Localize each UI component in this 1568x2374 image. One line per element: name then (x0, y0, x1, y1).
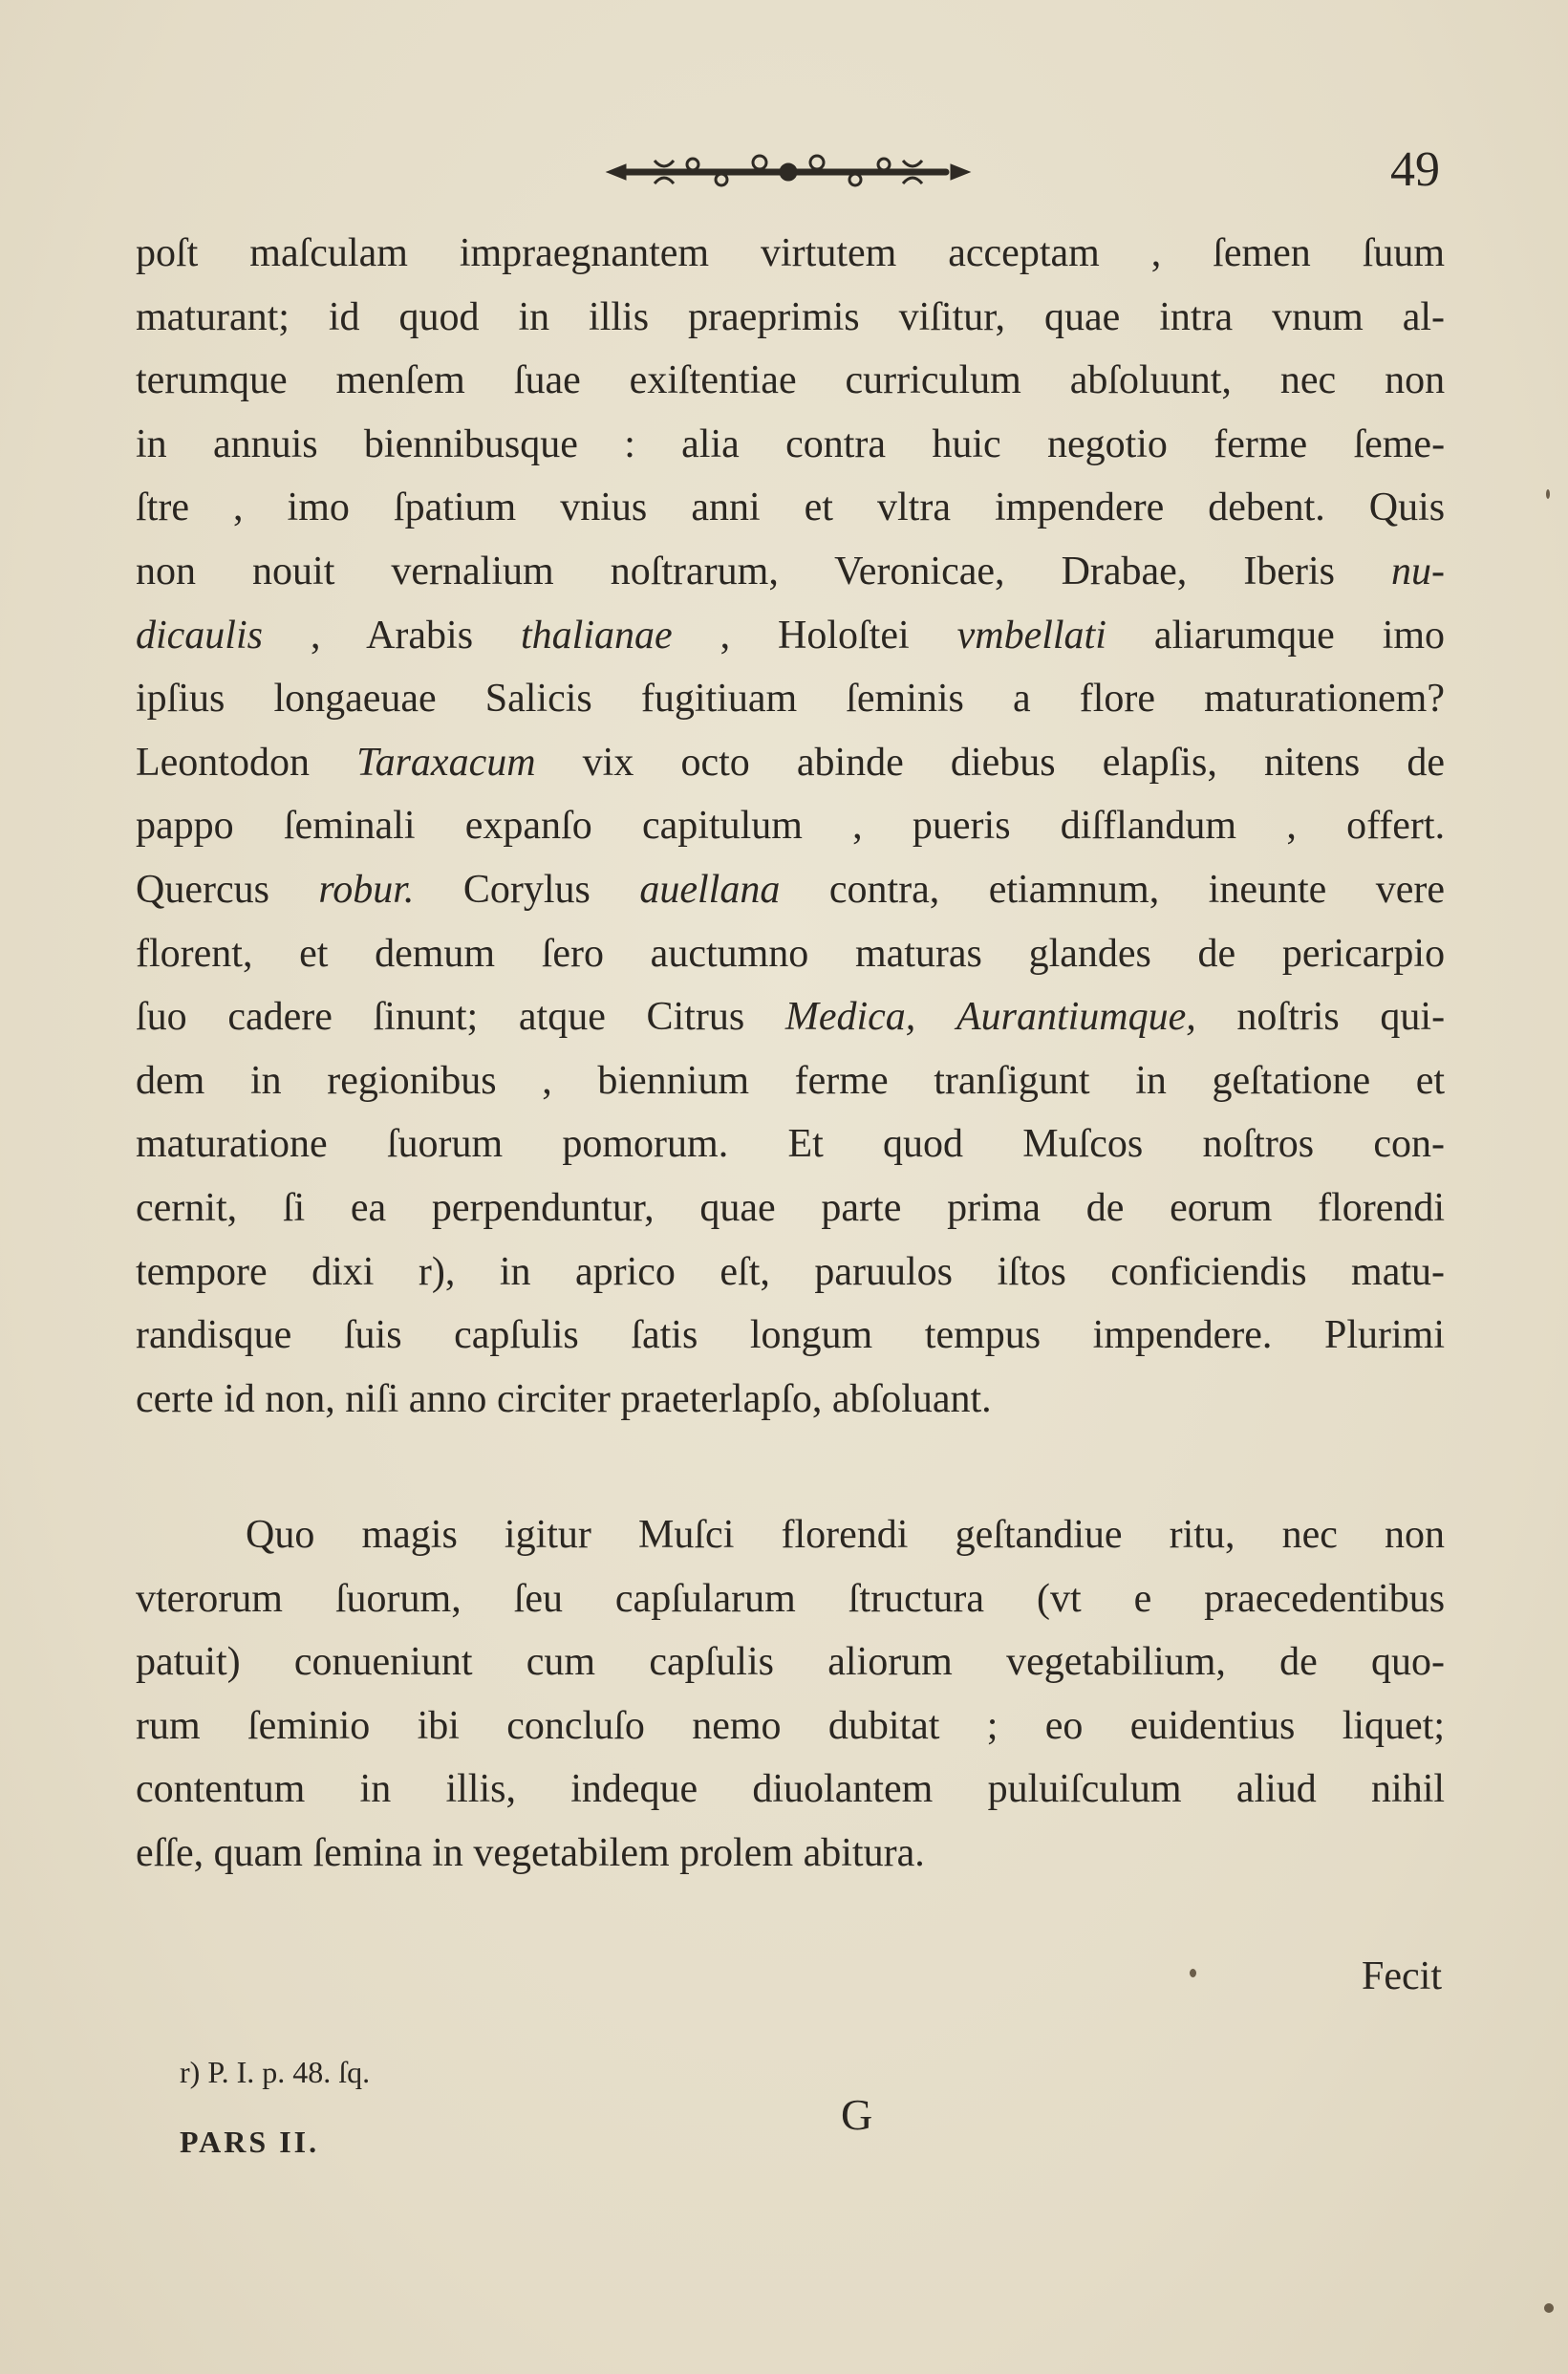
text-line: randisque ſuis capſulis ſatis longum tempus impendere. Plurimi (136, 1313, 1446, 1358)
text-line: in annuis biennibusque : alia contra huic negotio ferme ſeme- (136, 421, 1446, 466)
signature-mark: G (841, 2090, 873, 2139)
paper-speck (1546, 489, 1550, 499)
text-line: maturant; id quod in illis praeprimis viſitur, quae intra vnum al- (136, 294, 1446, 339)
paper-speck (1544, 2303, 1554, 2313)
italic-term: vmbellati (956, 613, 1106, 658)
text-line: poſt maſculam impraegnantem virtutem acceptam , ſemen ſuum (136, 231, 1446, 275)
text-line: eſſe, quam ſemina in vegetabilem prolem abitura. (136, 1830, 925, 1875)
italic-term: auellana (639, 867, 781, 912)
italic-term: dicaulis (136, 613, 263, 658)
footnote: r) P. I. p. 48. ſq. (180, 2055, 371, 2089)
italic-term: Taraxacum (356, 740, 536, 785)
italic-term: Aurantiumque, (956, 995, 1196, 1040)
text-line: ſtre , imo ſpatium vnius anni et vltra impendere debent. Quis (136, 486, 1446, 530)
text-line: tempore dixi r), in aprico eſt, paruulos iſtos conficiendis matu- (136, 1249, 1446, 1294)
text-line: Leontodon Taraxacum vix octo abinde diebus elapſis, nitens de (136, 740, 1446, 785)
text-line: cernit, ſi ea perpenduntur, quae parte prima de eorum florendi (136, 1185, 1446, 1230)
text-line: dicaulis , Arabis thalianae , Holoſtei vmbellati aliarumque imo (136, 613, 1446, 658)
text-line: maturatione ſuorum pomorum. Et quod Muſcos noſtros con- (136, 1122, 1446, 1167)
italic-term: thalianae (520, 613, 673, 658)
text-line: ſuo cadere ſinunt; atque Citrus Medica, Aurantiumque, noſtris qui- (136, 995, 1446, 1040)
text-line: Quercus robur. Corylus auellana contra, etiamnum, ineunte vere (136, 867, 1446, 912)
text-line: patuit) conueniunt cum capſulis aliorum vegetabilium, de quo- (136, 1640, 1446, 1685)
page-number: 49 (1390, 142, 1440, 197)
text-line: non nouit vernalium noſtrarum, Veronicae, Drabae, Iberis nu- (136, 549, 1446, 594)
text-line: contentum in illis, indeque diuolantem puluiſculum aliud nihil (136, 1767, 1446, 1812)
text-line: vterorum ſuorum, ſeu capſularum ſtructura (vt e praecedentibus (136, 1576, 1446, 1621)
printers-ornament-icon (597, 143, 979, 201)
catchword: Fecit (1362, 1954, 1442, 1998)
text-line: pappo ſeminali expanſo capitulum , pueris diſflandum , offert. (136, 804, 1446, 849)
italic-term: nu- (1391, 549, 1446, 594)
paper-speck (1190, 1969, 1196, 1977)
text-line: Quo magis igitur Muſci florendi geſtandiue ritu, nec non (246, 1513, 1446, 1557)
signature-line: PARS II. (180, 2125, 320, 2159)
italic-term: robur. (318, 867, 415, 912)
paragraph-1 (136, 222, 1445, 1431)
text-line: dem in regionibus , biennium ferme tranſigunt in geſtatione et (136, 1058, 1446, 1103)
text-line: ipſius longaeuae Salicis fugitiuam ſeminis a flore maturationem? (136, 677, 1445, 722)
text-line: rum ſeminio ibi concluſo nemo dubitat ; eo euidentius liquet; (136, 1703, 1446, 1748)
italic-term: Medica, (784, 995, 916, 1040)
text-line: certe id non, niſi anno circiter praeterlapſo, abſoluant. (136, 1376, 992, 1421)
text-line: terumque menſem ſuae exiſtentiae curriculum abſoluunt, nec non (136, 358, 1446, 403)
paragraph-2 (136, 1503, 1445, 1886)
text-line: florent, et demum ſero auctumno maturas glandes de pericarpio (136, 931, 1446, 976)
